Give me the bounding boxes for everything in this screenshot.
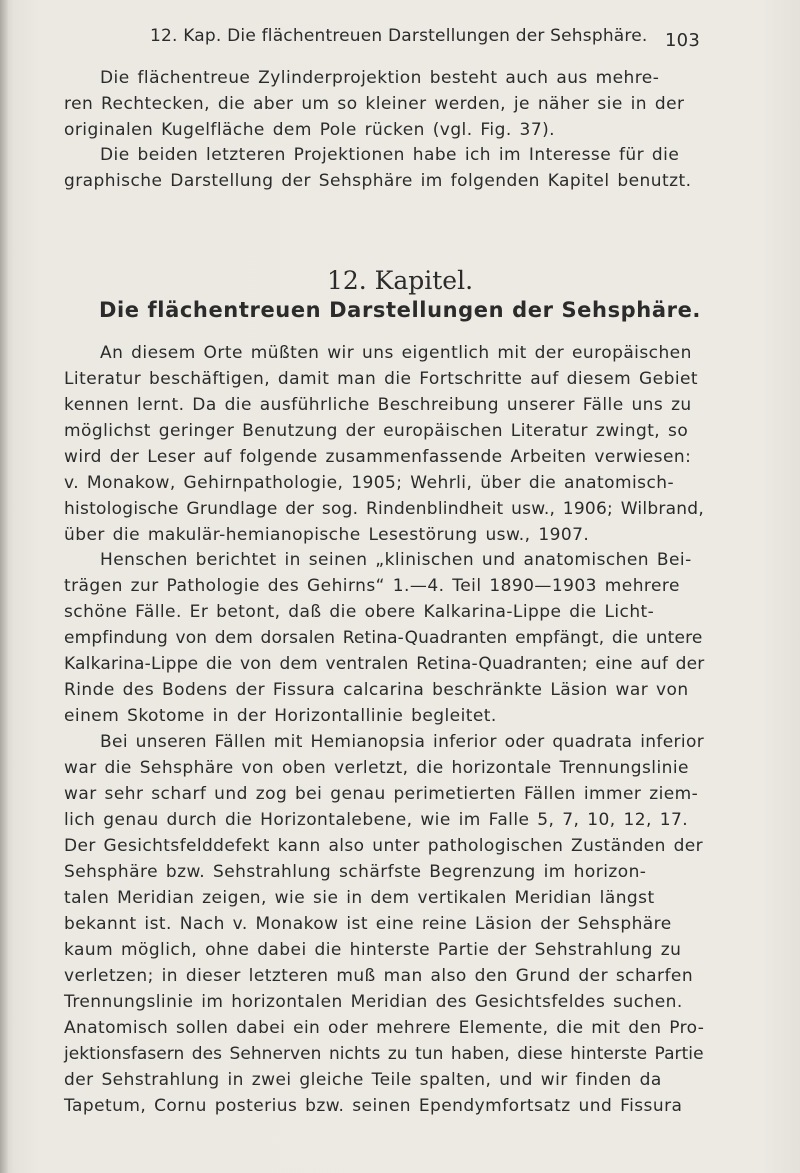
- text-line: ren Rechtecken, die aber um so kleiner werden, je näher sie in der: [64, 94, 685, 114]
- text-line: Der Gesichtsfelddefekt kann also unter pathologischen Zuständen der: [64, 836, 704, 856]
- text-line: Rinde des Bodens der Fissura calcarina beschränkte Läsion war von: [64, 680, 689, 700]
- text-line: verletzen; in dieser letzteren muß man also den Grund der scharfen: [64, 966, 694, 986]
- text-line: histologische Grundlage der sog. Rindenblindheit usw., 1906; Wilbrand,: [64, 499, 704, 519]
- text-line: Bei unseren Fällen mit Hemianopsia inferior oder quadrata inferior: [100, 732, 705, 752]
- text-line: war die Sehsphäre von oben verletzt, die horizontale Trennungslinie: [64, 758, 689, 778]
- text-line: schöne Fälle. Er betont, daß die obere Kalkarina-Lippe die Licht-: [64, 602, 655, 622]
- chapter-number: 12. Kapitel.: [326, 266, 474, 295]
- text-line: Literatur beschäftigen, damit man die Fortschritte auf diesem Gebiet: [64, 369, 699, 389]
- text-line: Sehsphäre bzw. Sehstrahlung schärfste Begrenzung im horizon-: [64, 862, 647, 882]
- text-line: graphische Darstellung der Sehsphäre im folgenden Kapitel benutzt.: [64, 171, 692, 191]
- text-line: Die beiden letzteren Projektionen habe ich im Interesse für die: [100, 145, 680, 165]
- text-line: kaum möglich, ohne dabei die hinterste Partie der Sehstrahlung zu: [64, 940, 682, 960]
- running-header: [150, 26, 710, 52]
- text-line: einem Skotome in der Horizontallinie begleitet.: [64, 706, 497, 726]
- text-line: originalen Kugelfläche dem Pole rücken (vgl. Fig. 37).: [64, 120, 556, 140]
- text-line: talen Meridian zeigen, wie sie in dem vertikalen Meridian längst: [64, 888, 655, 908]
- text-line: An diesem Orte müßten wir uns eigentlich mit der europäischen: [100, 343, 692, 363]
- text-line: kennen lernt. Da die ausführliche Beschreibung unserer Fälle uns zu: [64, 395, 692, 415]
- text-line: Trennungslinie im horizontalen Meridian des Gesichtsfeldes suchen.: [64, 992, 683, 1012]
- text-line: möglichst geringer Benutzung der europäischen Literatur zwingt, so: [64, 421, 689, 441]
- text-line: über die makulär-hemianopische Lesestörung usw., 1907.: [64, 525, 590, 545]
- text-line: empfindung von dem dorsalen Retina-Quadranten empfängt, die untere: [64, 628, 703, 648]
- text-line: lich genau durch die Horizontalebene, wie im Falle 5, 7, 10, 12, 17.: [64, 810, 689, 830]
- text-line: war sehr scharf und zog bei genau perimetierten Fällen immer ziem-: [64, 784, 699, 804]
- text-line: Die flächentreue Zylinderprojektion besteht auch aus mehre-: [100, 68, 660, 88]
- text-line: Anatomisch sollen dabei ein oder mehrere Elemente, die mit den Pro-: [64, 1018, 705, 1038]
- text-line: bekannt ist. Nach v. Monakow ist eine reine Läsion der Sehsphäre: [64, 914, 672, 934]
- text-line: jektionsfasern des Sehnerven nichts zu tun haben, diese hinterste Partie: [64, 1044, 704, 1064]
- text-line: trägen zur Pathologie des Gehirns“ 1.—4. Teil 1890—1903 mehrere: [64, 576, 680, 596]
- page-spine-shadow: [0, 0, 8, 1173]
- text-line: Tapetum, Cornu posterius bzw. seinen Ependymfortsatz und Fissura: [64, 1096, 683, 1116]
- text-line: der Sehstrahlung in zwei gleiche Teile spalten, und wir finden da: [64, 1070, 662, 1090]
- text-line: Henschen berichtet in seinen „klinischen und anatomischen Bei-: [100, 550, 692, 570]
- text-line: v. Monakow, Gehirnpathologie, 1905; Wehrli, über die anatomisch-: [64, 473, 675, 493]
- chapter-title: Die flächentreuen Darstellungen der Sehsphäre.: [98, 298, 702, 322]
- text-line: wird der Leser auf folgende zusammenfassende Arbeiten verwiesen:: [64, 447, 692, 467]
- text-line: Kalkarina-Lippe die von dem ventralen Retina-Quadranten; eine auf der: [64, 654, 705, 674]
- page-number: 103: [665, 30, 700, 51]
- running-header-title: 12. Kap. Die flächentreuen Darstellungen der Sehsphäre.: [150, 26, 648, 46]
